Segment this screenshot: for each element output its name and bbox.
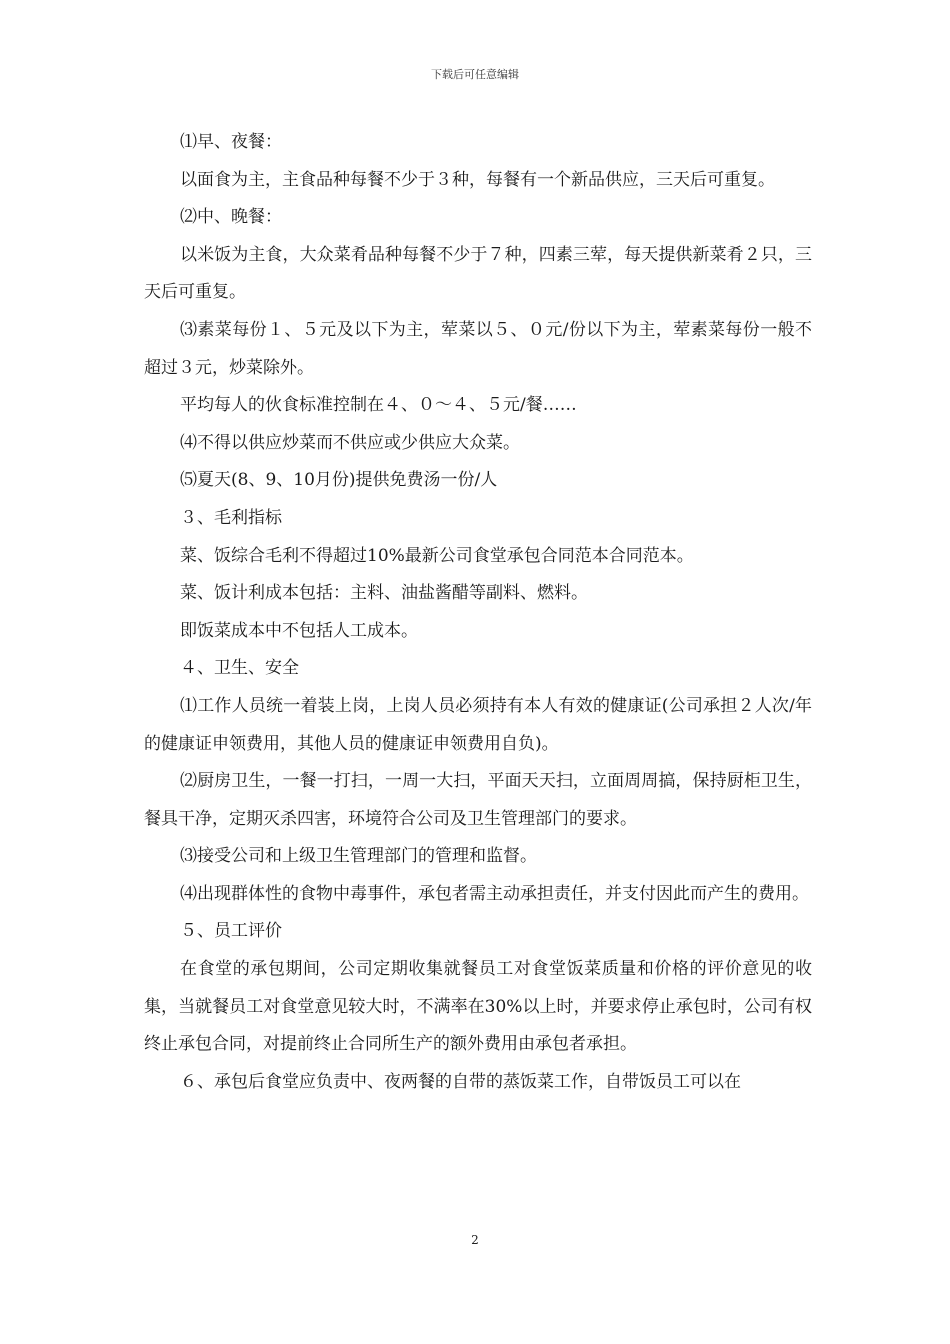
paragraph: ⑴早、夜餐： — [180, 132, 282, 152]
paragraph: 即饭菜成本中不包括人工成本。 — [180, 620, 418, 641]
paragraph: ⑴工作人员统一着装上岗，上岗人员必须持有本人有效的健康证(公司承担２人次/年的健康证申领费用，其他人员的健康证申领费用自负)。 — [144, 695, 812, 754]
paragraph: 在食堂的承包期间，公司定期收集就餐员工对食堂饭菜质量和价格的评价意见的收集，当就餐员工对食堂意见较大时，不满率在30%以上时，并要求停止承包时，公司有权终止承包合同，对提前终止合同所生产的额外费用由承包者承担。 — [144, 959, 812, 1055]
document-body — [144, 124, 812, 1101]
page-header: 下载后可任意编辑 — [431, 68, 519, 81]
paragraph: ⑵中、晚餐： — [180, 207, 282, 228]
paragraph: ⑶接受公司和上级卫生管理部门的管理和监督。 — [180, 846, 537, 867]
paragraph: 以面食为主，主食品种每餐不少于３种，每餐有一个新品供应，三天后可重复。 — [180, 169, 775, 190]
section-heading: ５、员工评价 — [180, 921, 282, 942]
paragraph: ６、承包后食堂应负责中、夜两餐的自带的蒸饭菜工作，自带饭员工可以在 — [180, 1071, 741, 1092]
paragraph: 菜、饭计利成本包括：主料、油盐酱醋等副料、燃料。 — [180, 583, 588, 604]
paragraph: ⑵厨房卫生，一餐一打扫，一周一大扫，平面天天扫，立面周周搞，保持厨柜卫生，餐具干净，定期灭杀四害，环境符合公司及卫生管理部门的要求。 — [144, 771, 812, 829]
paragraph: 以米饭为主食，大众菜肴品种每餐不少于７种，四素三荤，每天提供新菜肴２只，三天后可重复。 — [144, 244, 812, 303]
section-heading: ３、毛利指标 — [180, 507, 282, 528]
paragraph: ⑶素菜每份１、５元及以下为主，荤菜以５、０元/份以下为主，荤素菜每份一般不超过３元，炒菜除外。 — [144, 319, 812, 378]
paragraph: 平均每人的伙食标准控制在４、０～４、５元/餐…… — [180, 395, 577, 416]
paragraph: 菜、饭综合毛利不得超过10%最新公司食堂承包合同范本合同范本。 — [180, 545, 694, 566]
paragraph: ⑷不得以供应炒菜而不供应或少供应大众菜。 — [180, 432, 520, 453]
section-heading: ４、卫生、安全 — [180, 658, 299, 679]
paragraph: ⑷出现群体性的食物中毒事件，承包者需主动承担责任，并支付因此而产生的费用。 — [180, 883, 809, 904]
page-number: 2 — [471, 1233, 479, 1247]
paragraph: ⑸夏天(8、9、10月份)提供免费汤一份/人 — [180, 470, 498, 491]
